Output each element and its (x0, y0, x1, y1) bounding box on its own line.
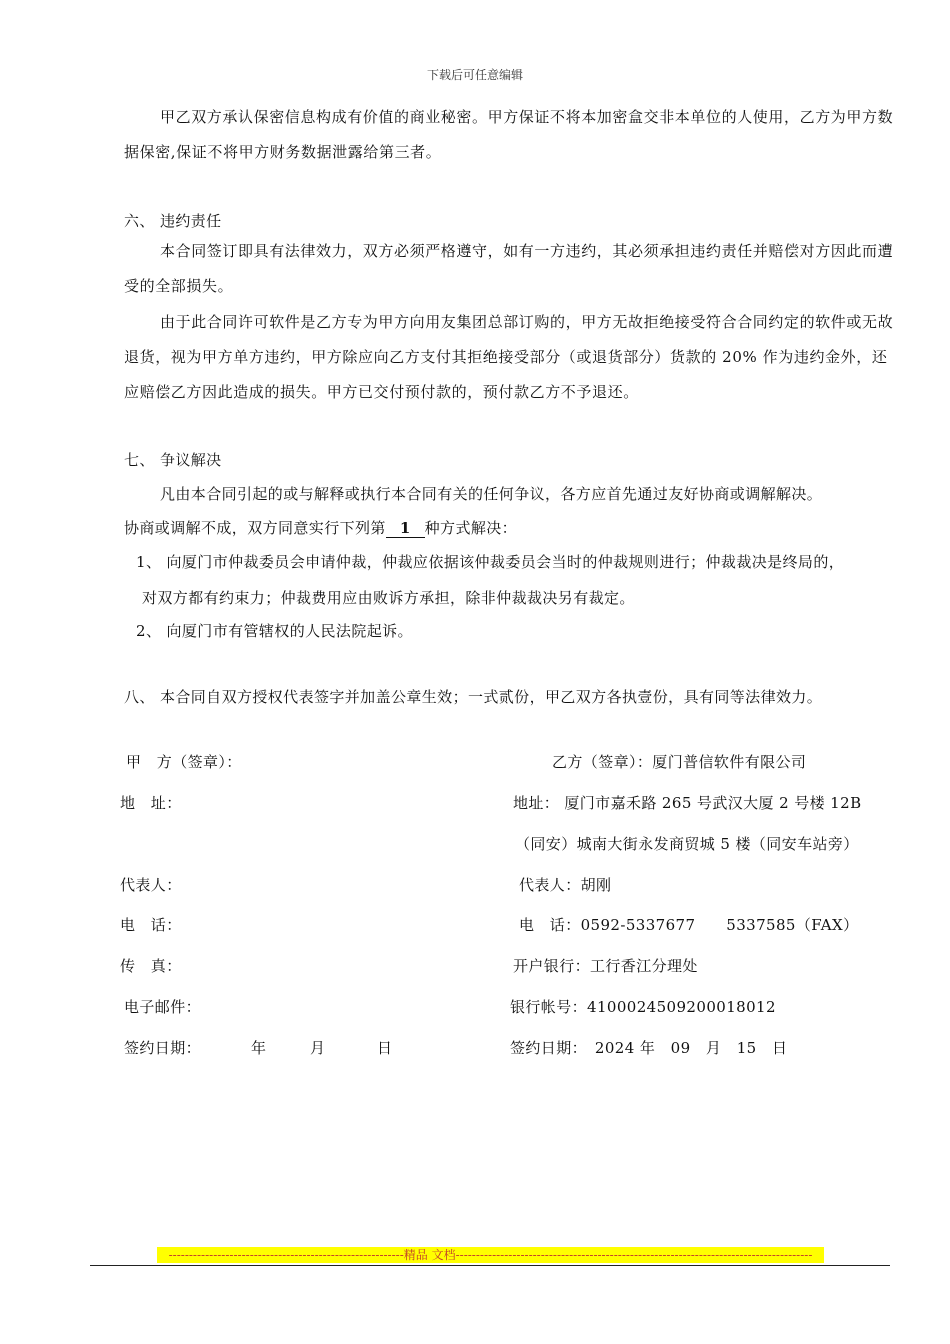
party-b-address-line-2: （同安）城南大街永发商贸城 5 楼（同安车站旁） (515, 835, 859, 853)
party-a-day-label: 日 (377, 1039, 393, 1057)
section7-paragraph-1: 凡由本合同引起的或与解释或执行本合同有关的任何争议，各方应首先通过友好协商或调解解决。 (160, 485, 823, 503)
section7-option-1-line-1: 1、 向厦门市仲裁委员会申请仲裁，仲裁应依据该仲裁委员会当时的仲裁规则进行；仲裁裁决是终局的， (136, 553, 845, 571)
party-a-phone-label: 电 话： (120, 916, 182, 934)
section7-choice-suffix: 种方式解决： (424, 519, 518, 537)
party-b-address-line-1: 地址： 厦门市嘉禾路 265 号武汉大厦 2 号楼 12B (513, 794, 862, 812)
party-a-representative-label: 代表人： (120, 876, 182, 894)
party-b-phone: 电 话：0592-5337677 5337585（FAX） (519, 916, 859, 934)
footer-banner: ----------------------------------------------------------精品 文档---------------------------------------------------------------------------------------- (157, 1247, 824, 1263)
party-a-signature-label: 甲 方（签章）： (126, 753, 242, 771)
party-a-address-label: 地 址： (120, 794, 182, 812)
footer-divider (90, 1265, 890, 1266)
party-a-email-label: 电子邮件： (124, 998, 202, 1016)
section6-paragraph-2: 由于此合同许可软件是乙方专为甲方向用友集团总部订购的，甲方无故拒绝接受符合合同约定的软件或无故退货，视为甲方单方违约，甲方除应向乙方支付其拒绝接受部分（或退货部分）货款的 20% 作为违约金外，还应赔偿乙方因此造成的损失。甲方已交付预付款的，预付款乙方不予退还。 (124, 313, 894, 401)
dispute-method-choice: 1 (386, 519, 425, 538)
section6-heading: 六、 违约责任 (124, 212, 222, 230)
party-b-representative: 代表人：胡刚 (519, 876, 612, 894)
section8-paragraph: 八、 本合同自双方授权代表签字并加盖公章生效；一式贰份，甲乙双方各执壹份，具有同等法律效力。 (124, 688, 823, 706)
party-a-year-label: 年 (251, 1039, 267, 1057)
party-b-sign-date: 签约日期： 2024 年 09 月 15 日 (510, 1039, 788, 1057)
confidentiality-paragraph: 甲乙双方承认保密信息构成有价值的商业秘密。甲方保证不将本加密盒交非本单位的人使用，乙方为甲方数据保密,保证不将甲方财务数据泄露给第三者。 (124, 108, 894, 161)
party-b-bank: 开户银行：工行香江分理处 (513, 957, 698, 975)
section7-option-2: 2、 向厦门市有管辖权的人民法院起诉。 (136, 622, 413, 640)
party-a-sign-date-label: 签约日期： (124, 1039, 202, 1057)
section7-heading: 七、 争议解决 (124, 451, 222, 469)
party-a-month-label: 月 (310, 1039, 326, 1057)
party-b-account: 银行帐号：4100024509200018012 (510, 998, 776, 1016)
section6-paragraph-1: 本合同签订即具有法律效力，双方必须严格遵守，如有一方违约，其必须承担违约责任并赔偿对方因此而遭受的全部损失。 (124, 242, 894, 295)
party-a-fax-label: 传 真： (120, 957, 182, 975)
header-note: 下载后可任意编辑 (426, 68, 523, 82)
party-b-signature: 乙方（签章）：厦门普信软件有限公司 (552, 753, 807, 771)
section7-paragraph-2 (124, 517, 517, 538)
section7-option-1-line-2: 对双方都有约束力；仲裁费用应由败诉方承担，除非仲裁裁决另有裁定。 (142, 589, 635, 607)
section7-choice-prefix: 协商或调解不成，双方同意实行下列第 (124, 519, 386, 537)
